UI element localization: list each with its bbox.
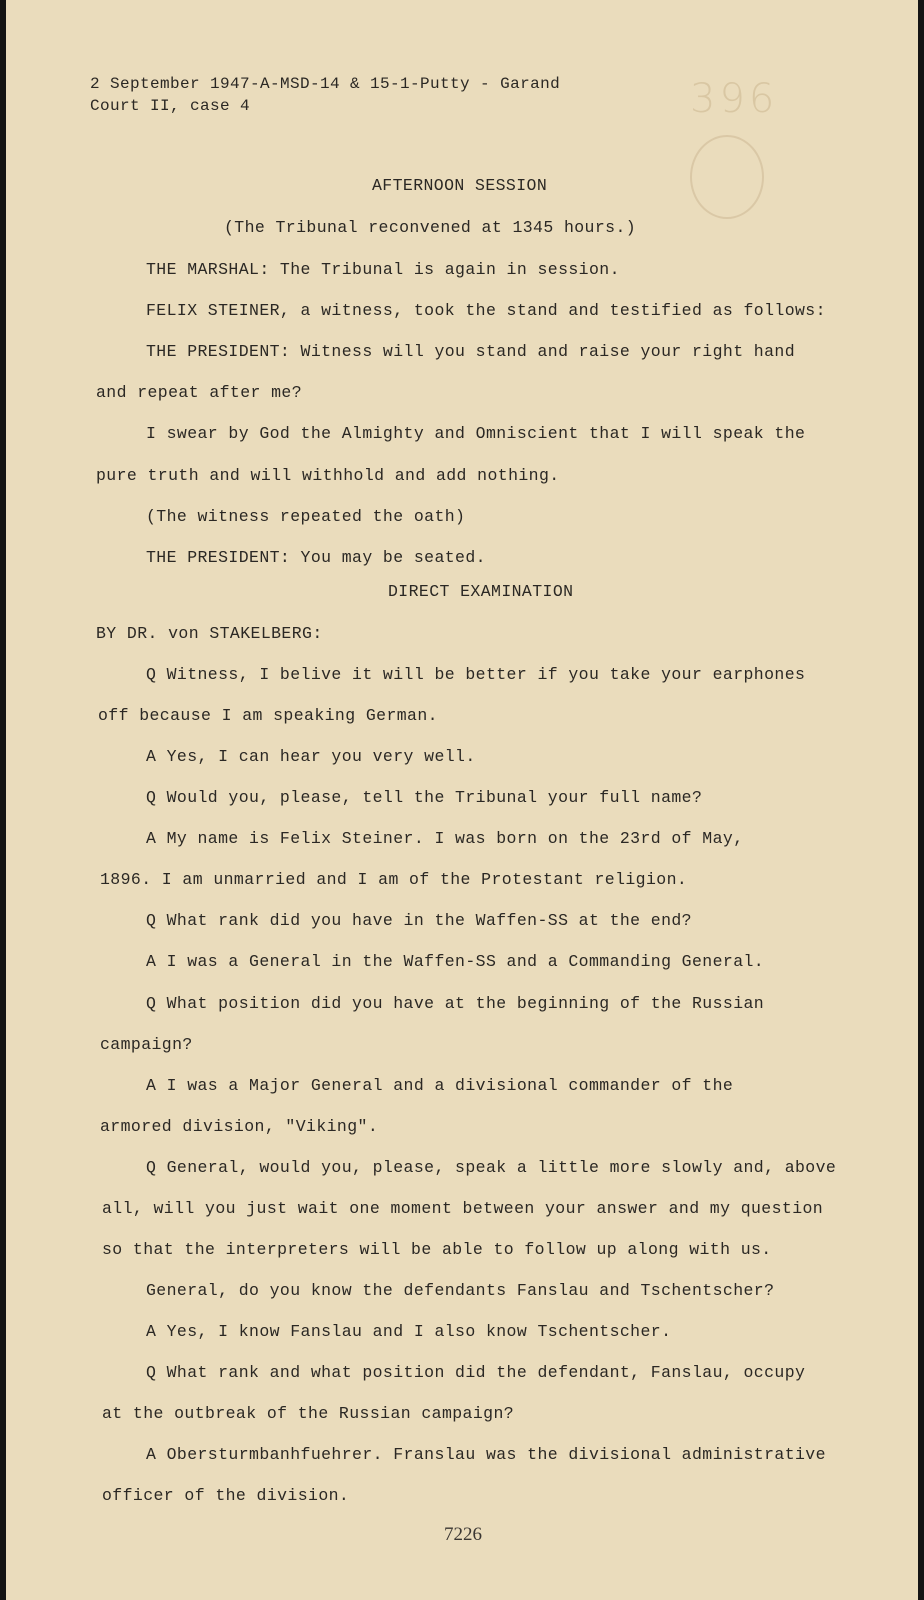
transcript-line: A Obersturmbanhfuehrer. Franslau was the divisional administrative [146,1445,826,1464]
transcript-line: armored division, "Viking". [100,1117,379,1136]
transcript-line: Q General, would you, please, speak a little more slowly and, above [146,1158,837,1177]
transcript-line: officer of the division. [102,1486,350,1505]
transcript-line: off because I am speaking German. [98,706,438,725]
session-title: AFTERNOON SESSION [372,176,548,195]
transcript-line: Q Would you, please, tell the Tribunal your full name? [146,788,703,807]
transcript-line: THE PRESIDENT: You may be seated. [146,548,486,567]
header-date-line: 2 September 1947-A-MSD-14 & 15-1-Putty - Garand [90,75,561,93]
transcript-line: A My name is Felix Steiner. I was born on the 23rd of May, [146,829,744,848]
transcript-line: so that the interpreters will be able to follow up along with us. [102,1240,772,1259]
examiner-line: BY DR. von STAKELBERG: [96,624,323,643]
handwritten-page-number: 396 [690,76,779,122]
scan-border-right [918,0,924,1600]
transcript-line: at the outbreak of the Russian campaign? [102,1404,515,1423]
transcript-line: campaign? [100,1035,193,1054]
transcript-line: 1896. I am unmarried and I am of the Protestant religion. [100,870,688,889]
transcript-line: THE MARSHAL: The Tribunal is again in session. [146,260,620,279]
transcript-line: and repeat after me? [96,383,303,402]
transcript-line: General, do you know the defendants Fanslau and Tschentscher? [146,1281,775,1300]
transcript-line: THE PRESIDENT: Witness will you stand and raise your right hand [146,342,796,361]
transcript-line: (The Tribunal reconvened at 1345 hours.) [224,218,637,237]
transcript-line: A Yes, I can hear you very well. [146,747,476,766]
transcript-line: Q Witness, I belive it will be better if you take your earphones [146,665,806,684]
page-number: 7226 [444,1524,482,1545]
scan-border-left [0,0,6,1600]
transcript-line: (The witness repeated the oath) [146,507,466,526]
transcript-line: all, will you just wait one moment between your answer and my question [102,1199,824,1218]
transcript-line: Q What position did you have at the beginning of the Russian [146,994,765,1013]
transcript-line: FELIX STEINER, a witness, took the stand and testified as follows: [146,301,826,320]
section-heading: DIRECT EXAMINATION [388,582,574,601]
transcript-line: A I was a Major General and a divisional commander of the [146,1076,734,1095]
header-court-line: Court II, case 4 [90,97,251,115]
transcript-line: Q What rank and what position did the defendant, Fanslau, occupy [146,1363,806,1382]
transcript-line: A Yes, I know Fanslau and I also know Tschentscher. [146,1322,672,1341]
transcript-line: pure truth and will withhold and add nothing. [96,466,560,485]
handwritten-circle-mark [690,135,764,219]
transcript-line: I swear by God the Almighty and Omniscient that I will speak the [146,424,806,443]
transcript-line: Q What rank did you have in the Waffen-SS at the end? [146,911,692,930]
transcript-line: A I was a General in the Waffen-SS and a Commanding General. [146,952,765,971]
